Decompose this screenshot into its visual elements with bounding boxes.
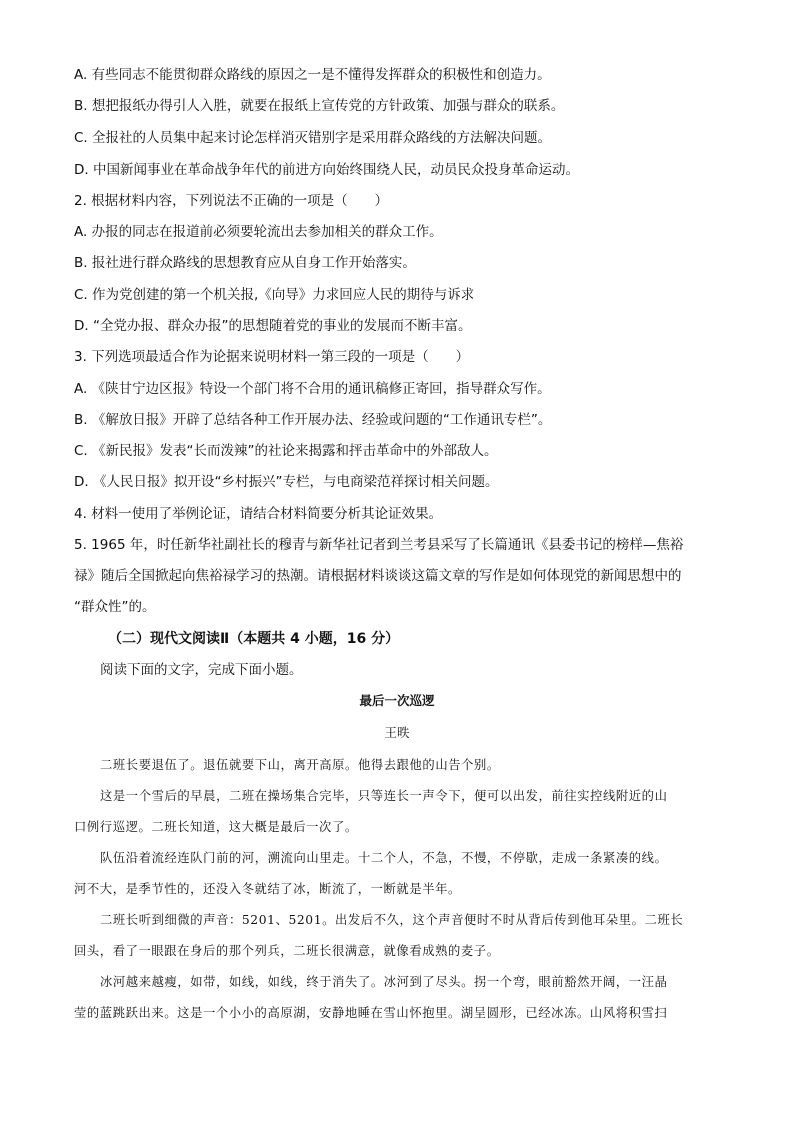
q1-option-a: A. 有些同志不能贯彻群众路线的原因之一是不懂得发挥群众的积极性和创造力。 bbox=[74, 67, 551, 83]
q1-option-b: B. 想把报纸办得引人入胜，就要在报纸上宣传党的方针政策、加强与群众的联系。 bbox=[74, 98, 565, 114]
story-paragraph-line: 二班长要退伍了。退伍就要下山，离开高原。他得去跟他的山告个别。 bbox=[100, 758, 500, 772]
section-title: （二）现代文阅读Ⅱ（本题共 4 小题，16 分） bbox=[108, 631, 400, 647]
q2-option-a: A. 办报的同志在报道前必须要轮流出去参加相关的群众工作。 bbox=[74, 224, 443, 240]
q3-option-c: C. 《新民报》发表“长而泼辣”的社论来揭露和抨击革命中的外部敌人。 bbox=[74, 443, 498, 459]
story-paragraph-line: 这是一个雪后的早晨，二班在操场集合完毕，只等连长一声令下，便可以出发，前往实控线附近的山 bbox=[100, 789, 668, 803]
story-paragraph-line: 队伍沿着流经连队门前的河，溯流向山里走。十二个人，不急，不慢，不停歇，走成一条紧凑的线。 bbox=[100, 851, 668, 865]
q2-option-b: B. 报社进行群众路线的思想教育应从自身工作开始落实。 bbox=[74, 255, 416, 271]
story-paragraph-line: 河不大，是季节性的，还没入冬就结了冰，断流了，一断就是半年。 bbox=[74, 882, 461, 896]
q3-option-d: D. 《人民日报》拟开设“乡村振兴”专栏，与电商梁范祥探讨相关问题。 bbox=[74, 474, 499, 490]
story-paragraph-line: 口例行巡逻。二班长知道，这大概是最后一次了。 bbox=[74, 820, 358, 834]
q5-line-1: 5. 1965 年，时任新华社副社长的穆青与新华社记者到兰考县采写了长篇通讯《县委书记的榜样—焦裕 bbox=[74, 537, 684, 553]
q1-option-c: C. 全报社的人员集中起来讨论怎样消灭错别字是采用群众路线的方法解决问题。 bbox=[74, 130, 552, 146]
q4-text: 4. 材料一使用了举例论证，请结合材料简要分析其论证效果。 bbox=[74, 506, 443, 522]
story-paragraph-line: 二班长听到细微的声音：5201、5201。出发后不久，这个声音便时不时从背后传到他耳朵里。二班长 bbox=[100, 913, 684, 927]
q5-line-3: “群众性”的。 bbox=[74, 599, 156, 615]
q2-stem: 2. 根据材料内容，下列说法不正确的一项是（ ） bbox=[74, 193, 389, 209]
q3-stem: 3. 下列选项最适合作为论据来说明材料一第三段的一项是（ ） bbox=[74, 349, 470, 365]
story-paragraph-line: 莹的蓝跳跃出来。这是一个小小的高原湖，安静地睡在雪山怀抱里。湖呈圆形，已经冰冻。山风将积雪扫 bbox=[74, 1006, 668, 1020]
story-title: 最后一次巡逻 bbox=[359, 693, 435, 708]
reading-instruction: 阅读下面的文字，完成下面小题。 bbox=[100, 662, 303, 678]
q1-option-d: D. 中国新闻事业在革命战争年代的前进方向始终围绕人民，动员民众投身革命运动。 bbox=[74, 162, 579, 178]
q5-line-2: 禄》随后全国掀起向焦裕禄学习的热潮。请根据材料谈谈这篇文章的写作是如何体现党的新闻思想中的 bbox=[74, 568, 682, 584]
q2-option-d: D. “全党办报、群众办报”的思想随着党的事业的发展而不断丰富。 bbox=[74, 318, 472, 334]
q3-option-b: B. 《解放日报》开辟了总结各种工作开展办法、经验或问题的“工作通讯专栏”。 bbox=[74, 412, 552, 428]
story-author: 王昳 bbox=[384, 725, 410, 740]
story-paragraph-line: 回头，看了一眼跟在身后的那个列兵，二班长很满意，就像看成熟的麦子。 bbox=[74, 944, 500, 958]
q2-option-c: C. 作为党创建的第一个机关报,《向导》力求回应人民的期待与诉求 bbox=[74, 287, 475, 303]
story-paragraph-line: 冰河越来越瘦，如带，如线，如线，终于消失了。冰河到了尽头。拐一个弯，眼前豁然开阔，一汪晶 bbox=[100, 975, 668, 989]
q3-option-a: A. 《陕甘宁边区报》特设一个部门将不合用的通讯稿修正寄回，指导群众写作。 bbox=[74, 381, 551, 397]
